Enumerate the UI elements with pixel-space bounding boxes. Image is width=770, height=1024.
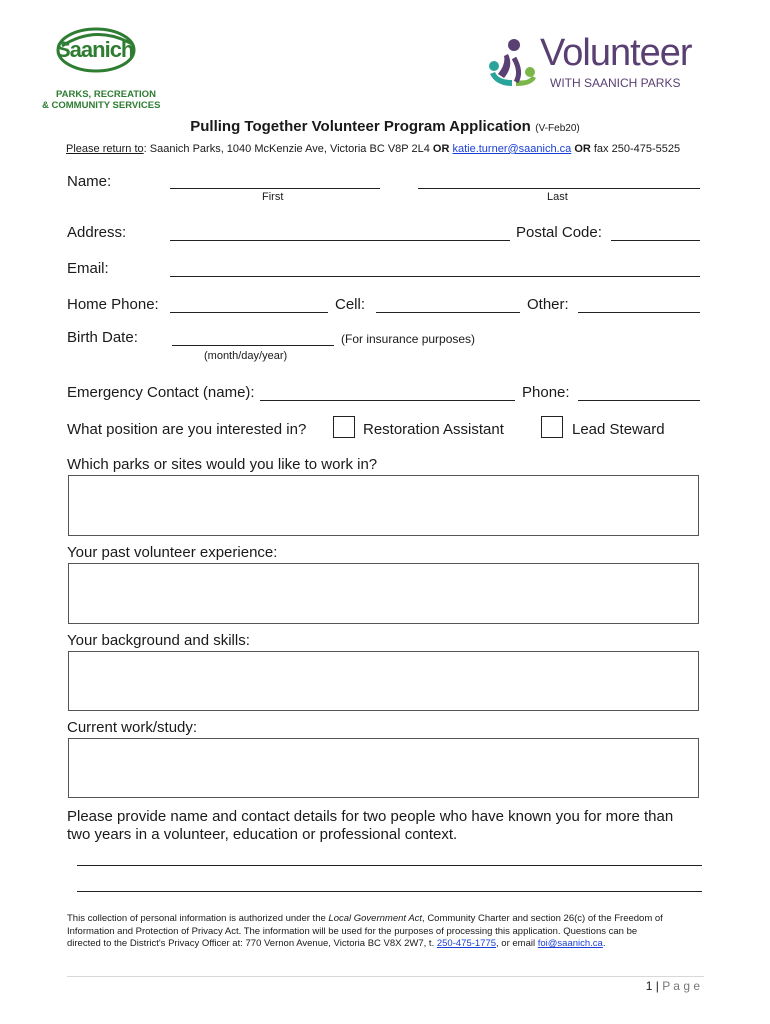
form-title [0, 118, 770, 136]
title-version: (V-Feb20) [535, 123, 580, 134]
privacy-notice-line-3 [67, 938, 707, 951]
volunteer-logo [486, 32, 726, 94]
emergency-contact-field[interactable] [260, 400, 515, 401]
references-prompt-line-2: two years in a volunteer, education or professional context. [67, 826, 458, 843]
other-phone-label: Other: [527, 296, 569, 313]
first-name-caption: First [262, 191, 284, 203]
cell-field[interactable] [376, 312, 520, 313]
emergency-phone-field[interactable] [578, 400, 700, 401]
postal-code-label: Postal Code: [516, 224, 602, 241]
privacy-notice [67, 913, 707, 951]
name-label: Name: [67, 173, 112, 190]
return-label: Please return to [66, 143, 144, 155]
parks-answer-box[interactable] [68, 475, 699, 536]
home-phone-field[interactable] [170, 312, 328, 313]
return-fax: fax 250-475-5525 [590, 143, 681, 155]
volunteer-logo-sub: WITH SAANICH PARKS [550, 76, 681, 90]
birth-date-field[interactable] [172, 345, 334, 346]
dept-line-1: PARKS, RECREATION [56, 89, 156, 100]
privacy-notice-line-2: Information and Protection of Privacy Act. The information will be used for the purposes of processing this application. Questions can be [67, 925, 638, 937]
lead-steward-label: Lead Steward [572, 421, 665, 438]
work-question: Current work/study: [67, 719, 198, 736]
return-or-2: OR [574, 143, 591, 155]
skills-answer-box[interactable] [68, 651, 699, 711]
reference-2-field[interactable] [77, 891, 702, 892]
insurance-note: (For insurance purposes) [341, 332, 476, 346]
privacy-notice-line-1 [67, 913, 707, 926]
privacy-act-name: Local Government Act [328, 913, 423, 924]
date-format-hint: (month/day/year) [204, 350, 288, 362]
page-label: P a g e [662, 979, 700, 993]
first-name-field[interactable] [170, 188, 380, 189]
privacy-text-1: This collection of personal information is authorized under the [67, 913, 329, 924]
privacy-phone-link[interactable]: 250-475-1775 [436, 938, 497, 949]
references-prompt-line-1: Please provide name and contact details for two people who have known you for more than [67, 808, 674, 825]
lead-steward-checkbox[interactable] [541, 416, 563, 438]
page-number-separator: | [655, 979, 659, 993]
privacy-text-3: directed to the District's Privacy Officer at: 770 Vernon Avenue, Victoria BC V8X 2W7, t. [67, 938, 437, 949]
footer-divider [67, 976, 704, 977]
last-name-field[interactable] [418, 188, 700, 189]
cell-label: Cell: [335, 296, 366, 313]
skills-question: Your background and skills: [67, 632, 250, 649]
position-question: What position are you interested in? [67, 421, 307, 438]
last-name-caption: Last [547, 191, 568, 203]
dept-line-2: & COMMUNITY SERVICES [42, 100, 161, 111]
address-field[interactable] [170, 240, 510, 241]
privacy-email-link[interactable]: foi@saanich.ca [537, 938, 603, 949]
emergency-phone-label: Phone: [522, 384, 570, 401]
privacy-text-4: , or email [496, 938, 538, 949]
return-or-1: OR [432, 143, 450, 155]
saanich-logo [52, 26, 144, 84]
birth-date-label: Birth Date: [67, 329, 138, 346]
return-address: : Saanich Parks, 1040 McKenzie Ave, Victoria BC V8P 2L4 [143, 143, 433, 155]
emergency-contact-label: Emergency Contact (name): [67, 384, 255, 401]
privacy-text-5: . [602, 938, 606, 949]
experience-question: Your past volunteer experience: [67, 544, 278, 561]
postal-code-field[interactable] [611, 240, 700, 241]
other-phone-field[interactable] [578, 312, 700, 313]
home-phone-label: Home Phone: [67, 296, 159, 313]
address-label: Address: [67, 224, 127, 241]
volunteer-people-icon [486, 36, 542, 92]
email-field[interactable] [170, 276, 700, 277]
saanich-logo-text: Saanich [56, 37, 134, 62]
return-email-link[interactable]: katie.turner@saanich.ca [452, 143, 572, 155]
work-answer-box[interactable] [68, 738, 699, 798]
restoration-assistant-checkbox[interactable] [333, 416, 355, 438]
experience-answer-box[interactable] [68, 563, 699, 624]
parks-question: Which parks or sites would you like to work in? [67, 456, 378, 473]
volunteer-logo-word: Volunteer [540, 32, 692, 74]
restoration-assistant-label: Restoration Assistant [363, 421, 504, 438]
reference-1-field[interactable] [77, 865, 702, 866]
email-label: Email: [67, 260, 109, 277]
title-main: Pulling Together Volunteer Program Application [190, 118, 531, 135]
privacy-text-2: , Community Charter and section 26(c) of the Freedom of [422, 913, 663, 924]
return-instructions [66, 143, 680, 155]
page-number [600, 979, 700, 993]
page-number-value: 1 [645, 979, 653, 993]
